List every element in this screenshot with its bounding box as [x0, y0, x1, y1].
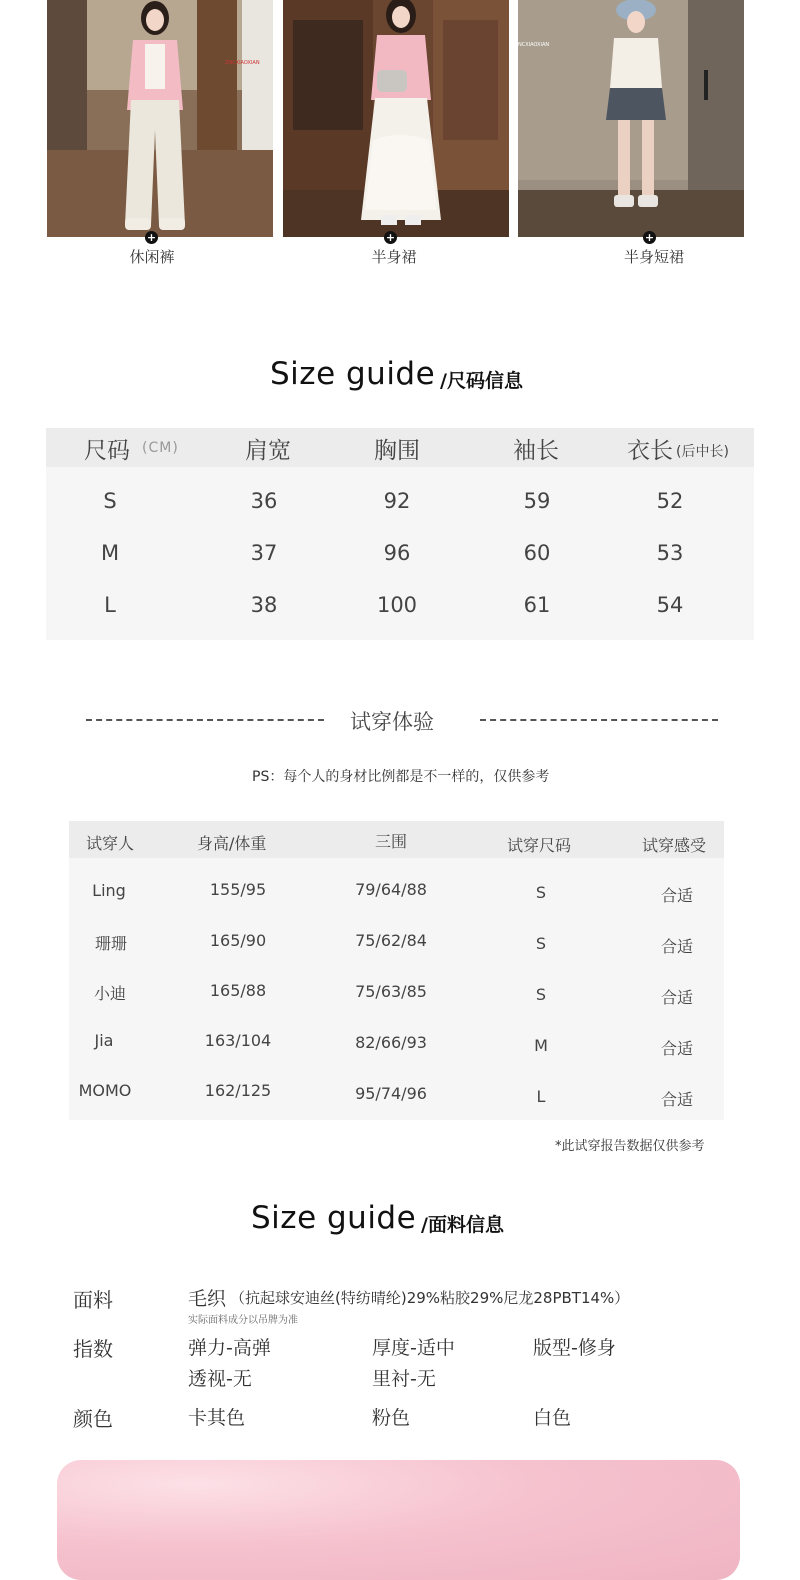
length-value: 53	[656, 541, 684, 565]
length-value: 54	[656, 593, 684, 617]
size-label: S	[103, 489, 117, 513]
material-detail: （抗起球安迪丝(特纺晴纶)29%粘胶29%尼龙28PBT14%）	[230, 1289, 630, 1307]
size-guide-title: Size guide	[270, 356, 436, 392]
plus-icon: +	[385, 231, 396, 244]
measurements: 82/66/93	[355, 1033, 427, 1052]
feeling: 合适	[660, 988, 693, 1007]
outfit-caption: 半身裙	[371, 248, 417, 266]
lining-value: 里衬-无	[372, 1368, 436, 1390]
size-label: M	[100, 541, 120, 565]
header-trial-size: 试穿尺码	[507, 836, 572, 855]
trial-title: 试穿体验	[350, 710, 434, 734]
watermark: ZNCXIAOXIAN	[225, 60, 260, 66]
feeling: 合适	[660, 1039, 693, 1058]
trial-size: L	[536, 1087, 546, 1106]
header-chest: 胸围	[374, 438, 420, 464]
feeling: 合适	[660, 937, 693, 956]
header-length-note: (后中长)	[676, 444, 729, 460]
measurements: 75/62/84	[355, 931, 427, 950]
watermark: NCXIAOXIAN	[518, 42, 550, 48]
index-label: 指数	[73, 1337, 113, 1361]
header-size-unit: (CM)	[142, 440, 179, 456]
color-option: 白色	[533, 1407, 572, 1429]
material-main: 毛织	[188, 1288, 227, 1310]
trial-note: PS：每个人的身材比例都是不一样的，仅供参考	[252, 769, 550, 785]
elasticity-value: 弹力-高弹	[188, 1337, 271, 1359]
measurements: 75/63/85	[355, 982, 427, 1001]
person-name: Jia	[94, 1031, 114, 1050]
header-shoulder: 肩宽	[245, 438, 291, 464]
trial-size: S	[535, 985, 547, 1004]
size-table-header	[46, 428, 754, 467]
sleeve-value: 61	[523, 593, 551, 617]
divider-right	[480, 719, 718, 721]
chest-value: 96	[383, 541, 411, 565]
sleeve-value: 60	[523, 541, 551, 565]
trial-size: S	[535, 934, 547, 953]
trial-table-header	[69, 821, 724, 858]
color-option: 粉色	[372, 1407, 411, 1429]
header-person: 试穿人	[86, 834, 135, 853]
header-length: 衣长	[627, 438, 673, 464]
height-weight: 165/88	[209, 981, 267, 1000]
header-size: 尺码	[84, 438, 130, 464]
fabric-swatch-image	[57, 1460, 740, 1580]
size-table	[46, 428, 754, 640]
chest-value: 92	[383, 489, 411, 513]
color-label: 颜色	[73, 1407, 113, 1431]
person-name: Ling	[92, 881, 126, 900]
size-label: L	[104, 593, 116, 617]
person-name: MOMO	[78, 1081, 132, 1100]
color-option: 卡其色	[188, 1407, 246, 1429]
plus-icon: +	[146, 231, 157, 244]
outfit-photo-skirt	[283, 0, 509, 237]
outfit-caption: 半身短裙	[623, 248, 684, 266]
divider-left	[86, 719, 324, 721]
sheer-value: 透视-无	[188, 1368, 252, 1390]
header-sleeve: 袖长	[513, 438, 559, 464]
trial-table	[69, 821, 724, 1120]
material-label: 面料	[73, 1288, 113, 1312]
shoulder-value: 37	[250, 541, 278, 565]
fit-value: 版型-修身	[533, 1337, 616, 1359]
feeling: 合适	[660, 1090, 693, 1109]
shoulder-value: 36	[250, 489, 278, 513]
feeling: 合适	[660, 886, 693, 905]
length-value: 52	[656, 489, 684, 513]
trial-footnote: *此试穿报告数据仅供参考	[555, 1139, 705, 1154]
outfit-photo-short-skirt	[518, 0, 744, 237]
material-note: 实际面料成分以吊牌为准	[188, 1315, 298, 1326]
measurements: 95/74/96	[355, 1084, 427, 1103]
sleeve-value: 59	[523, 489, 551, 513]
header-height-weight: 身高/体重	[197, 834, 267, 853]
header-measurements: 三围	[375, 832, 408, 851]
measurements: 79/64/88	[355, 880, 427, 899]
fabric-title: Size guide	[251, 1200, 417, 1236]
height-weight: 163/104	[204, 1031, 272, 1050]
outfit-caption: 休闲裤	[129, 248, 175, 266]
person-name: 小迪	[93, 984, 126, 1003]
person-name: 珊珊	[94, 934, 127, 953]
header-feeling: 试穿感受	[642, 836, 707, 855]
size-guide-subtitle: /尺码信息	[440, 370, 523, 392]
shoulder-value: 38	[250, 593, 278, 617]
height-weight: 165/90	[209, 931, 267, 950]
thickness-value: 厚度-适中	[372, 1337, 455, 1359]
chest-value: 100	[376, 593, 418, 617]
height-weight: 155/95	[209, 880, 267, 899]
height-weight: 162/125	[204, 1081, 272, 1100]
trial-size: M	[534, 1036, 548, 1055]
plus-icon: +	[644, 231, 655, 244]
outfit-photo-pants	[47, 0, 273, 237]
fabric-subtitle: /面料信息	[421, 1214, 504, 1236]
trial-size: S	[535, 883, 547, 902]
